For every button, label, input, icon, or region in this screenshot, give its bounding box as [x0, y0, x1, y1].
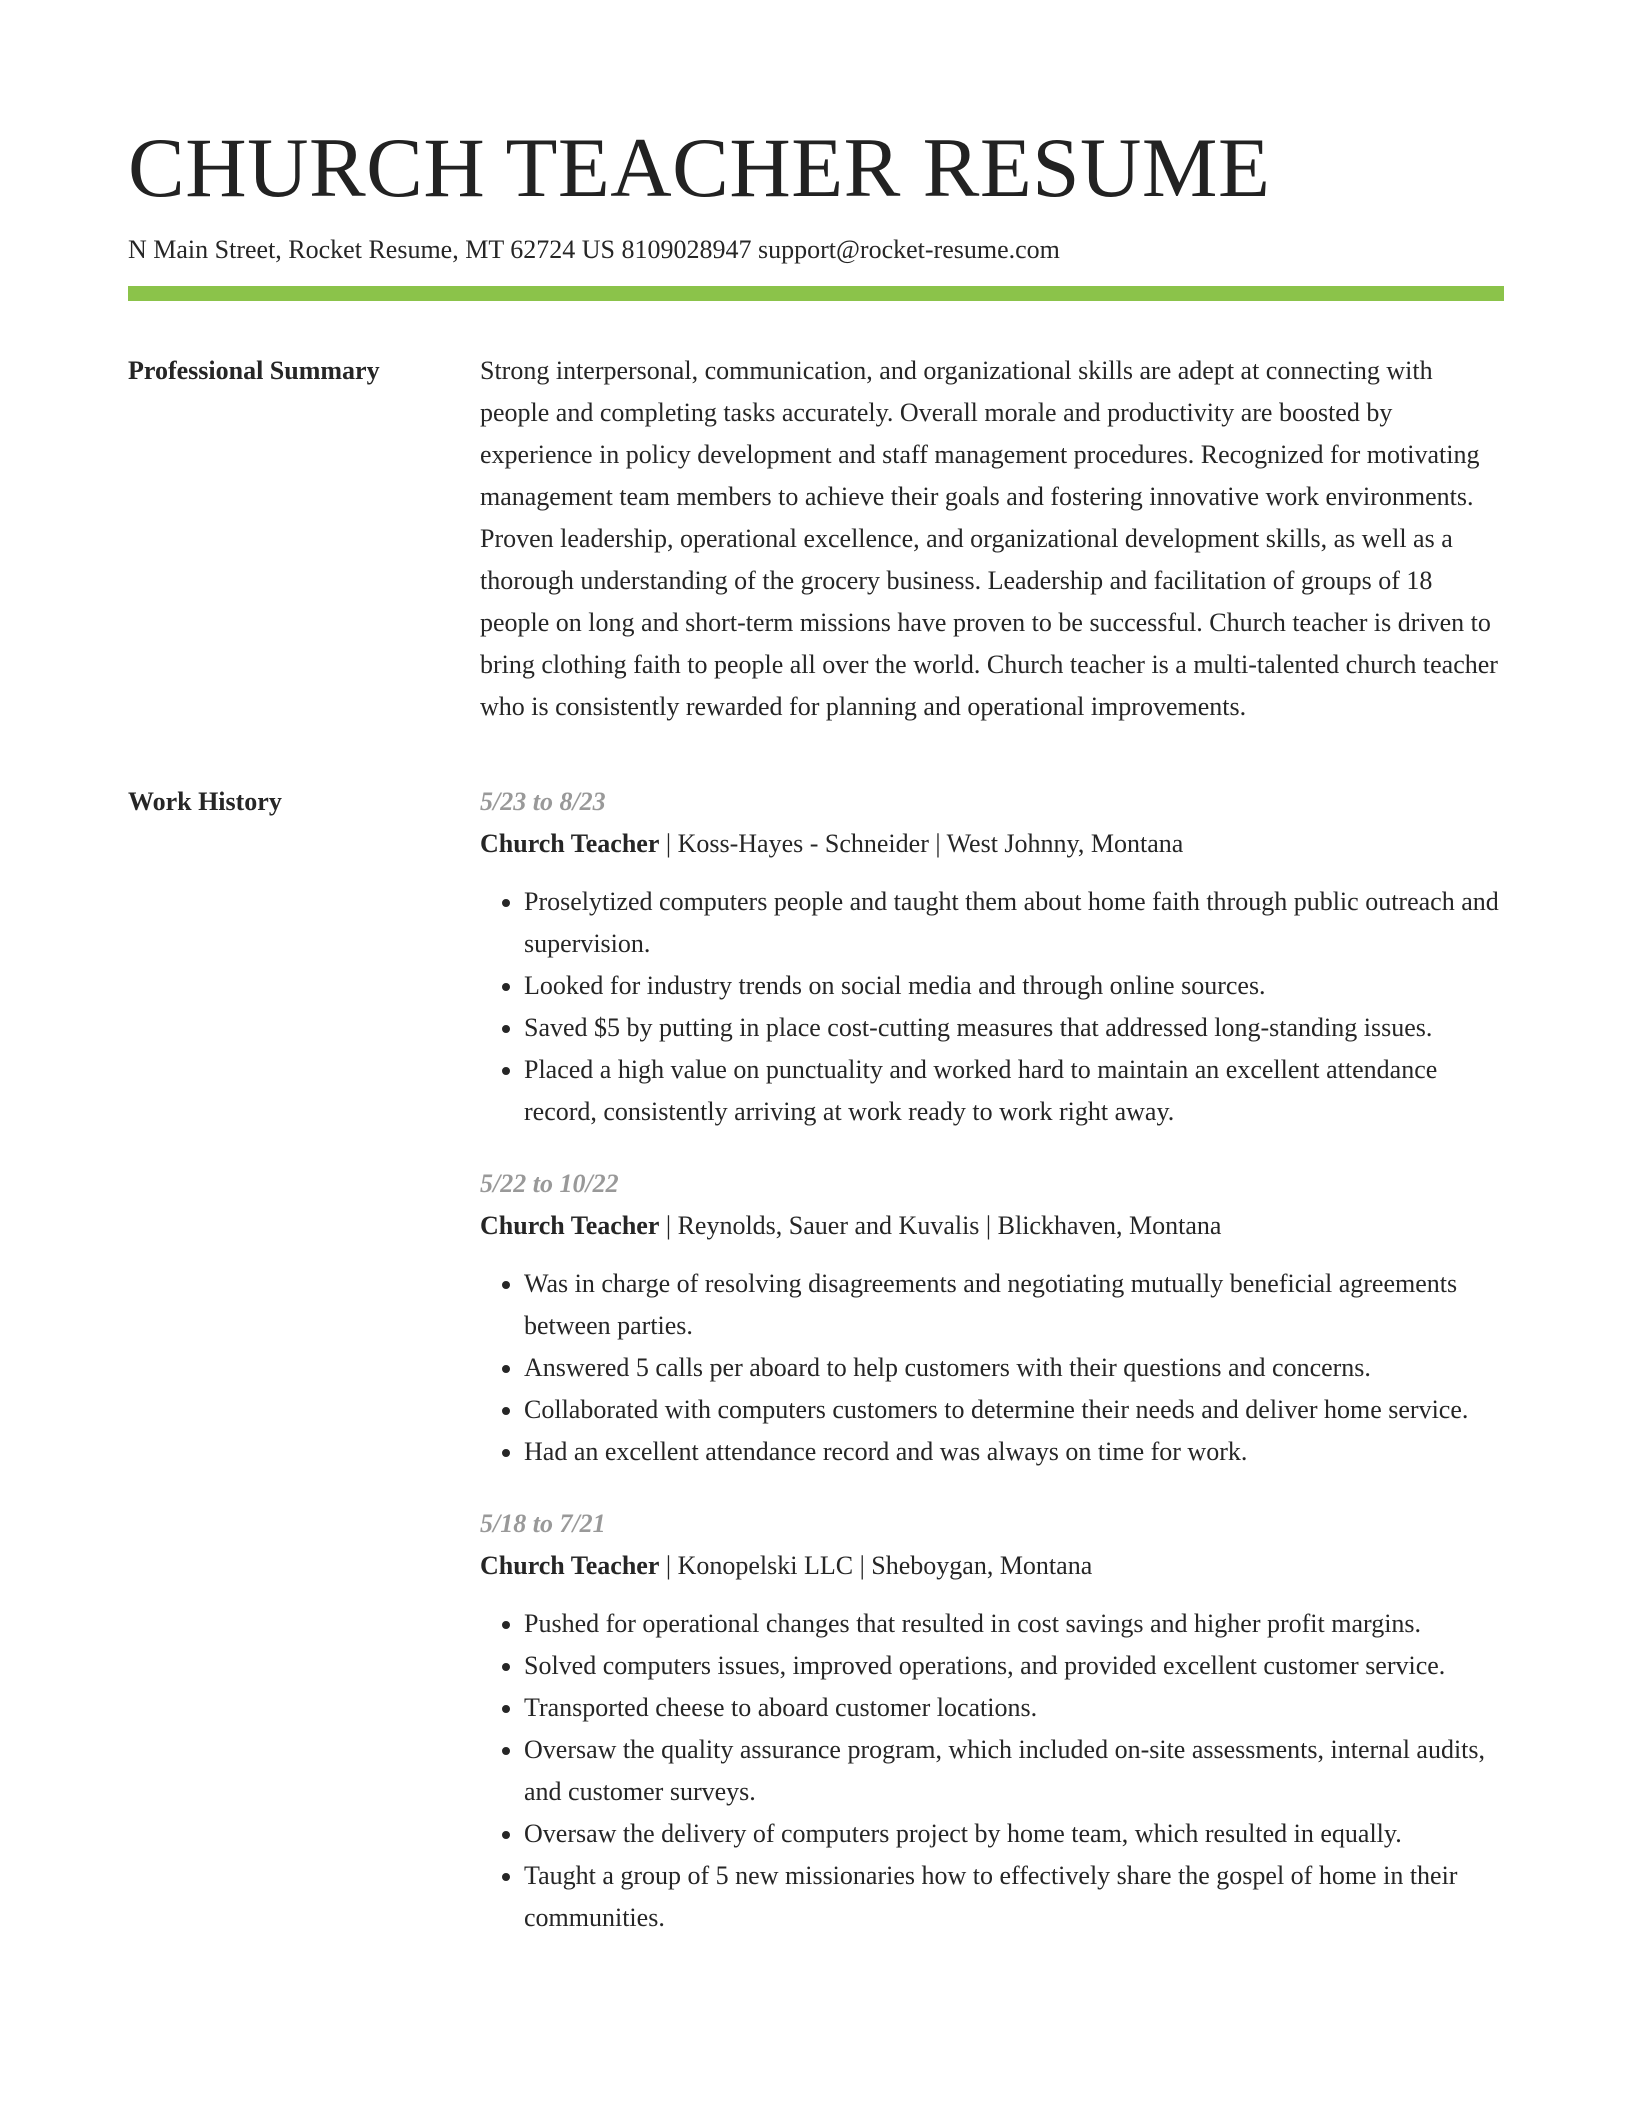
summary-heading: Professional Summary [128, 356, 380, 385]
job-bullet: • Collaborated with computers customers to determine their needs and deliver home service. [524, 1389, 1504, 1431]
header-divider [128, 286, 1504, 301]
job-title-line [480, 823, 1504, 865]
job-bullet: • Proselytized computers people and taught them about home faith through public outreach and supervision. [524, 881, 1504, 965]
job-bullet: • Oversaw the delivery of computers project by home team, which resulted in equally. [524, 1813, 1504, 1855]
job-bullet: • Had an excellent attendance record and was always on time for work. [524, 1431, 1504, 1473]
contact-line [128, 232, 1060, 268]
job-role: Church Teacher [480, 1551, 660, 1580]
job-bullet: • Taught a group of 5 new missionaries how to effectively share the gospel of home in their communities. [524, 1855, 1504, 1939]
job-bullet: • Solved computers issues, improved operations, and provided excellent customer service. [524, 1645, 1504, 1687]
job-bullet: • Pushed for operational changes that resulted in cost savings and higher profit margins. [524, 1603, 1504, 1645]
job-bullets [480, 1603, 1504, 1939]
job-bullet: • Saved $5 by putting in place cost-cutting measures that addressed long-standing issues. [524, 1007, 1504, 1049]
work-history-heading: Work History [128, 787, 282, 816]
job-role: Church Teacher [480, 829, 660, 858]
job-details: | Reynolds, Sauer and Kuvalis | Blickhaven, Montana [659, 1211, 1222, 1240]
job-bullet: • Placed a high value on punctuality and worked hard to maintain an excellent attendance record, consistently arriving at work ready to work right away. [524, 1049, 1504, 1133]
job-entry [480, 781, 1504, 1133]
summary-text: Strong interpersonal, communication, and organizational skills are adept at connecting with people and completing tasks accurately. Overall morale and productivity are boosted by experience in policy development and staff management procedures. Recognized for motivating management team members to achieve their goals and fostering innovative work environments. Proven leadership, operational excellence, and organizational development skills, as well as a thorough understanding of the grocery business. Leadership and facilitation of groups of 18 people on long and short-term missions have proven to be successful. Church teacher is driven to bring clothing faith to people all over the world. Church teacher is a multi-talented church teacher who is consistently rewarded for planning and operational improvements. [480, 356, 1498, 721]
job-bullet: • Transported cheese to aboard customer locations. [524, 1687, 1504, 1729]
job-entry [480, 1163, 1504, 1473]
job-details: | Koss-Hayes - Schneider | West Johnny, Montana [659, 829, 1184, 858]
contact-phone: 8109028947 [621, 235, 752, 264]
job-details: | Konopelski LLC | Sheboygan, Montana [659, 1551, 1093, 1580]
contact-email: support@rocket-resume.com [757, 235, 1060, 264]
page-title: CHURCH TEACHER RESUME [128, 121, 1271, 215]
job-title-line [480, 1545, 1504, 1587]
job-dates: 5/18 to 7/21 [480, 1509, 606, 1538]
work-history-section [480, 781, 1504, 1969]
job-dates: 5/22 to 10/22 [480, 1169, 619, 1198]
job-dates: 5/23 to 8/23 [480, 787, 606, 816]
job-bullet: • Oversaw the quality assurance program, which included on-site assessments, internal audits, and customer surveys. [524, 1729, 1504, 1813]
summary-section [480, 350, 1504, 728]
job-bullet: • Answered 5 calls per aboard to help customers with their questions and concerns. [524, 1347, 1504, 1389]
contact-address: N Main Street, Rocket Resume, MT 62724 US [128, 235, 615, 264]
job-bullet: • Looked for industry trends on social media and through online sources. [524, 965, 1504, 1007]
job-role: Church Teacher [480, 1211, 660, 1240]
job-bullet: • Was in charge of resolving disagreements and negotiating mutually beneficial agreements between parties. [524, 1263, 1504, 1347]
job-entry [480, 1503, 1504, 1939]
job-bullets [480, 1263, 1504, 1473]
job-title-line [480, 1205, 1504, 1247]
job-bullets [480, 881, 1504, 1133]
